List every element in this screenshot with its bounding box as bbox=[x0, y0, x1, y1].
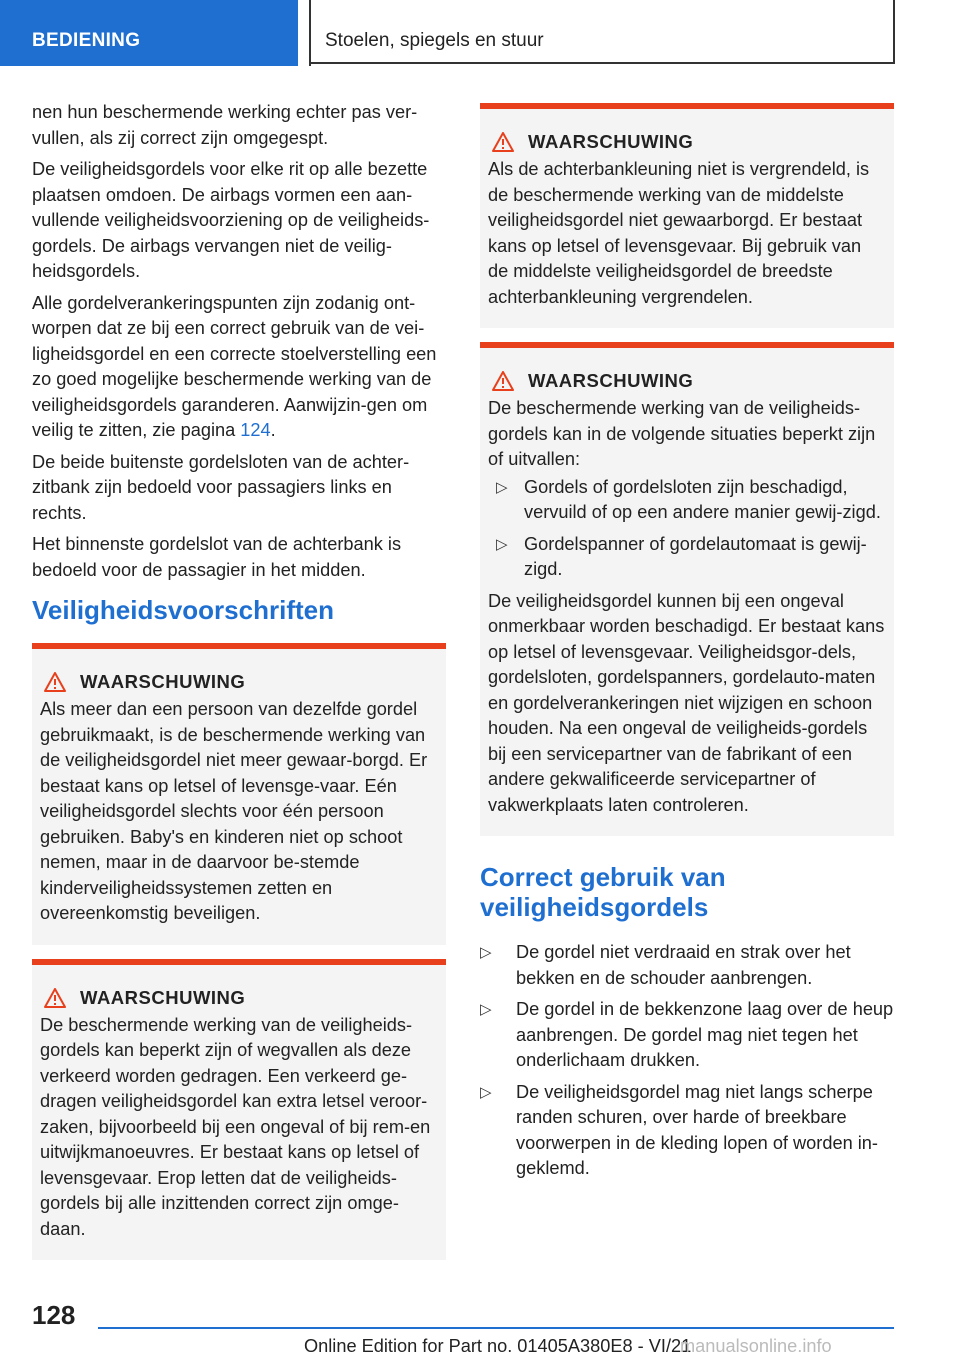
triangle-bullet-icon: ▷ bbox=[480, 1083, 492, 1101]
warning-text: De veiligheidsgordel kunnen bij een ongeval onmerkbaar worden beschadigd. Er bestaat kans op letsel of levensgevaar. Veiligheidsgor‐dels, gordelsloten, gordelspanners, gordelauto‐maten en gordelverankeringen niet wijzigen en schoon houden. Na een ongeval de veiligheids‐gordels bij een servicepartner van de fabrikant of een andere gekwalificeerde servicepartner of vakwerkplaats laten controleren. bbox=[488, 590, 885, 815]
warning-text: De beschermende werking van de veiligheids‐gordels kan beperkt zijn of wegvallen als deze verkeerd worden gedragen. Een verkeerd ge‐dragen veiligheidsgordel kan extra letsel veroor‐zaken, bijvoorbeeld bij een ongeval of bij rem‐en uitwijkmanoeuvres. Er bestaat kans op letsel of levensgevaar. Erop letten dat de veiligheids‐gordels bij alle inzittenden correct zijn omge‐daan. bbox=[40, 1014, 431, 1239]
usage-list bbox=[480, 940, 894, 1182]
warning-box bbox=[32, 959, 446, 1261]
warning-title bbox=[40, 987, 438, 1009]
list-item bbox=[480, 997, 894, 1074]
header-chapter-label: Stoelen, spiegels en stuur bbox=[325, 30, 544, 51]
list-item bbox=[480, 1080, 894, 1182]
warning-box bbox=[32, 643, 446, 945]
list-item bbox=[488, 532, 886, 583]
right-column bbox=[480, 103, 894, 1188]
warning-title-text: WAARSCHUWING bbox=[80, 671, 246, 692]
left-column bbox=[32, 100, 446, 1274]
warning-text: Als meer dan een persoon van dezelfde gordel gebruikmaakt, is de beschermende werking van de veiligheidsgordel niet meer gewaar‐borgd. Er bestaat kans op letsel of levensge‐vaar. Eén veiligheidsgordel slechts voor één persoon gebruiken. Baby's en kinderen niet op schoot nemen, maar in de daarvoor be‐stemde kinderveiligheidssystemen zetten en overeenkomstig beveiligen. bbox=[40, 699, 428, 923]
section-heading: Veiligheidsvoorschriften bbox=[32, 595, 334, 625]
paragraph: De veiligheidsgordels voor elke rit op alle bezette plaatsen omdoen. De airbags vormen een aan‐vullende veiligheidsvoorziening op de veiligheids‐gordels. De airbags vervangen niet de veilig‐heidsgordels. bbox=[32, 159, 430, 281]
paragraph: nen hun beschermende werking echter pas ver‐vullen, als zij correct zijn omgegespt. bbox=[32, 102, 418, 148]
warning-list bbox=[488, 475, 886, 583]
list-item-text: De gordel in de bekkenzone laag over de heup aanbrengen. De gordel mag niet tegen het onderlichaam drukken. bbox=[516, 999, 894, 1070]
footer-rule bbox=[98, 1327, 894, 1329]
warning-title-text: WAARSCHUWING bbox=[528, 131, 694, 152]
page-reference-link[interactable]: 124 bbox=[240, 420, 271, 440]
list-item bbox=[480, 940, 894, 991]
paragraph: De beide buitenste gordelsloten van de achter‐zitbank zijn bedoeld voor passagiers links en rechts. bbox=[32, 451, 410, 523]
warning-box bbox=[480, 103, 894, 328]
warning-text: De beschermende werking van de veiligheids‐gordels kan in de volgende situaties beperkt zijn of uitvallen: bbox=[488, 398, 876, 469]
warning-title bbox=[488, 131, 886, 153]
warning-title-text: WAARSCHUWING bbox=[80, 986, 246, 1008]
triangle-bullet-icon: ▷ bbox=[496, 535, 508, 553]
section-heading: Correct gebruik van veiligheidsgordels bbox=[480, 862, 726, 922]
paragraph: Het binnenste gordelslot van de achterbank is bedoeld voor de passagier in het midden. bbox=[32, 534, 402, 580]
watermark: manualsonline.info bbox=[680, 1336, 832, 1356]
list-item-text: De veiligheidsgordel mag niet langs scherpe randen schuren, over harde of breekbare voorwerpen in de kleding lopen of worden in‐geklemd. bbox=[516, 1081, 878, 1178]
warning-title-text: WAARSCHUWING bbox=[528, 370, 694, 391]
paragraph-text: Alle gordelverankeringspunten zijn zodanig ont‐worpen dat ze bij een correct gebruik van de vei‐ligheidsgordel en een correcte stoelverstelling een zo goed mogelijke beschermende werking van de veiligheidsgordels garanderen. Aanwijzin‐gen om veilig te zitten, zie pagina bbox=[32, 292, 437, 440]
paragraph bbox=[32, 291, 446, 444]
warning-triangle-icon bbox=[492, 371, 514, 391]
header-chapter-box bbox=[311, 0, 895, 64]
list-item-text: Gordels of gordelsloten zijn beschadigd, vervuild of op een andere manier gewij‐zigd. bbox=[524, 476, 881, 522]
list-item-text: Gordelspanner of gordelautomaat is gewij‐zigd. bbox=[524, 533, 867, 579]
list-item bbox=[488, 475, 886, 526]
warning-text: Als de achterbankleuning niet is vergrendeld, is de beschermende werking van de middelste veiligheidsgordel niet gewaarborgd. Er bestaat kans op letsel of levensgevaar. Bij gebruik van de middelste veiligheidsgordel de breedste achterbankleuning vergrendelen. bbox=[488, 159, 870, 307]
warning-box bbox=[480, 342, 894, 836]
triangle-bullet-icon: ▷ bbox=[496, 478, 508, 496]
page-number: 128 bbox=[32, 1300, 76, 1330]
warning-triangle-icon bbox=[492, 132, 514, 152]
paragraph-text: . bbox=[270, 420, 276, 440]
warning-title bbox=[40, 671, 438, 693]
list-item-text: De gordel niet verdraaid en strak over het bekken en de schouder aanbrengen. bbox=[516, 942, 851, 988]
warning-triangle-icon bbox=[44, 988, 66, 1008]
triangle-bullet-icon: ▷ bbox=[480, 944, 492, 961]
triangle-bullet-icon: ▷ bbox=[480, 1001, 492, 1018]
warning-triangle-icon bbox=[44, 672, 66, 692]
footer-edition: Online Edition for Part no. 01405A380E8 - VI/21 bbox=[304, 1336, 692, 1356]
header-section-label: BEDIENING bbox=[32, 30, 141, 51]
header-section-tab bbox=[0, 0, 298, 66]
warning-title bbox=[488, 370, 886, 392]
